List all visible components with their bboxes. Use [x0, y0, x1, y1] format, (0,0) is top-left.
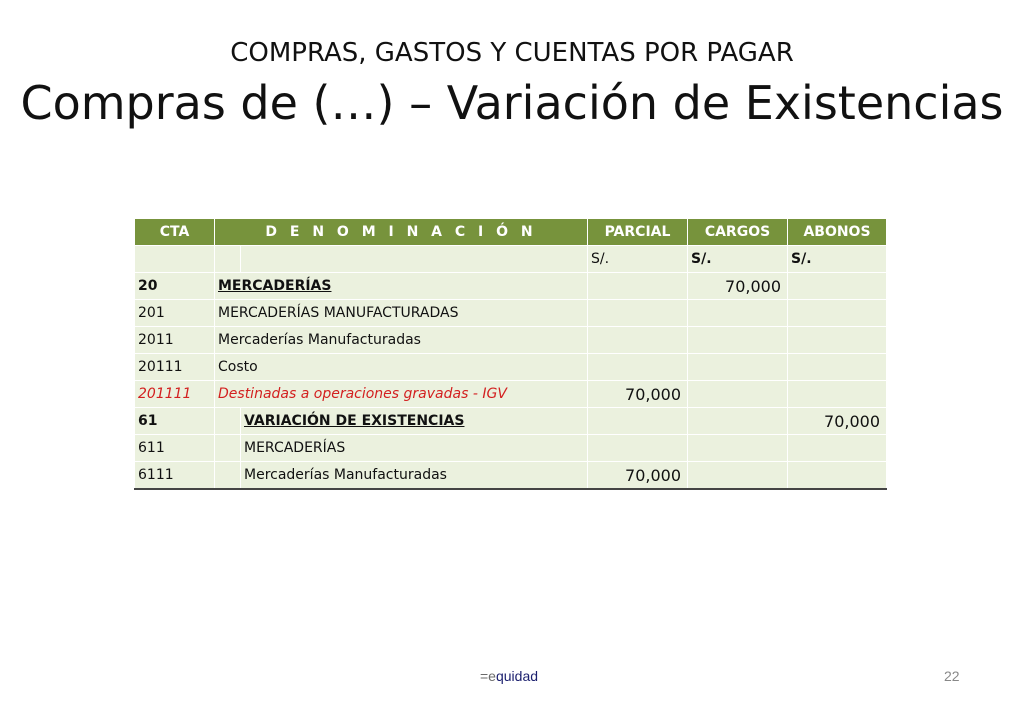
row-desc: MERCADERÍAS: [215, 273, 588, 300]
row-cta: 6111: [135, 462, 215, 490]
table-header-row: [135, 219, 887, 246]
row-abonos: [788, 327, 887, 354]
row-cta: 201111: [135, 381, 215, 408]
row-cta: 20111: [135, 354, 215, 381]
row-indent: [215, 408, 241, 435]
currency-cta-cell: [135, 246, 215, 273]
row-desc: MERCADERÍAS: [241, 435, 588, 462]
table-row: [135, 408, 887, 435]
row-cargos: 70,000: [688, 273, 788, 300]
currency-desc-cell: [241, 246, 588, 273]
header-denominacion: D E N O M I N A C I Ó N: [215, 219, 588, 246]
row-parcial: [588, 354, 688, 381]
row-indent: [215, 435, 241, 462]
logo-text: quidad: [495, 668, 539, 684]
slide-title: Compras de (…) – Variación de Existencias: [20, 76, 1004, 130]
row-cargos: [688, 462, 788, 490]
currency-indent-cell: [215, 246, 241, 273]
header-cargos: CARGOS: [688, 219, 788, 246]
row-desc: MERCADERÍAS MANUFACTURADAS: [215, 300, 588, 327]
row-cta: 2011: [135, 327, 215, 354]
row-cta: 611: [135, 435, 215, 462]
row-parcial: [588, 408, 688, 435]
row-abonos: [788, 381, 887, 408]
table-row: [135, 435, 887, 462]
row-abonos: [788, 354, 887, 381]
row-cargos: [688, 327, 788, 354]
header-cta: CTA: [135, 219, 215, 246]
row-cargos: [688, 381, 788, 408]
row-desc: Mercaderías Manufacturadas: [215, 327, 588, 354]
row-cargos: [688, 408, 788, 435]
row-desc: Costo: [215, 354, 588, 381]
row-parcial: 70,000: [588, 381, 688, 408]
row-desc: VARIACIÓN DE EXISTENCIAS: [241, 408, 588, 435]
row-parcial: [588, 327, 688, 354]
row-cargos: [688, 435, 788, 462]
currency-row: [135, 246, 887, 273]
row-cargos: [688, 300, 788, 327]
logo-prefix: =e: [480, 668, 496, 684]
table-row: [135, 462, 887, 490]
row-parcial: [588, 435, 688, 462]
header-parcial: PARCIAL: [588, 219, 688, 246]
row-parcial: 70,000: [588, 462, 688, 490]
row-abonos: [788, 462, 887, 490]
row-cta: 201: [135, 300, 215, 327]
currency-cargos: S/.: [688, 246, 788, 273]
row-indent: [215, 462, 241, 490]
table-row: [135, 273, 887, 300]
page-number: 22: [944, 668, 960, 684]
table-row: [135, 354, 887, 381]
row-abonos: [788, 435, 887, 462]
table-row: [135, 300, 887, 327]
row-parcial: [588, 273, 688, 300]
table-row: [135, 327, 887, 354]
row-abonos: [788, 273, 887, 300]
currency-abonos: S/.: [788, 246, 887, 273]
row-abonos: [788, 300, 887, 327]
row-abonos: 70,000: [788, 408, 887, 435]
row-parcial: [588, 300, 688, 327]
currency-parcial: S/.: [588, 246, 688, 273]
slide-subtitle: COMPRAS, GASTOS Y CUENTAS POR PAGAR: [230, 38, 794, 68]
equidad-logo: [480, 668, 538, 684]
row-cta: 61: [135, 408, 215, 435]
ledger-table: [134, 218, 887, 490]
table-row: [135, 381, 887, 408]
row-desc: Mercaderías Manufacturadas: [241, 462, 588, 490]
row-cta: 20: [135, 273, 215, 300]
header-abonos: ABONOS: [788, 219, 887, 246]
row-cargos: [688, 354, 788, 381]
row-desc: Destinadas a operaciones gravadas - IGV: [215, 381, 588, 408]
